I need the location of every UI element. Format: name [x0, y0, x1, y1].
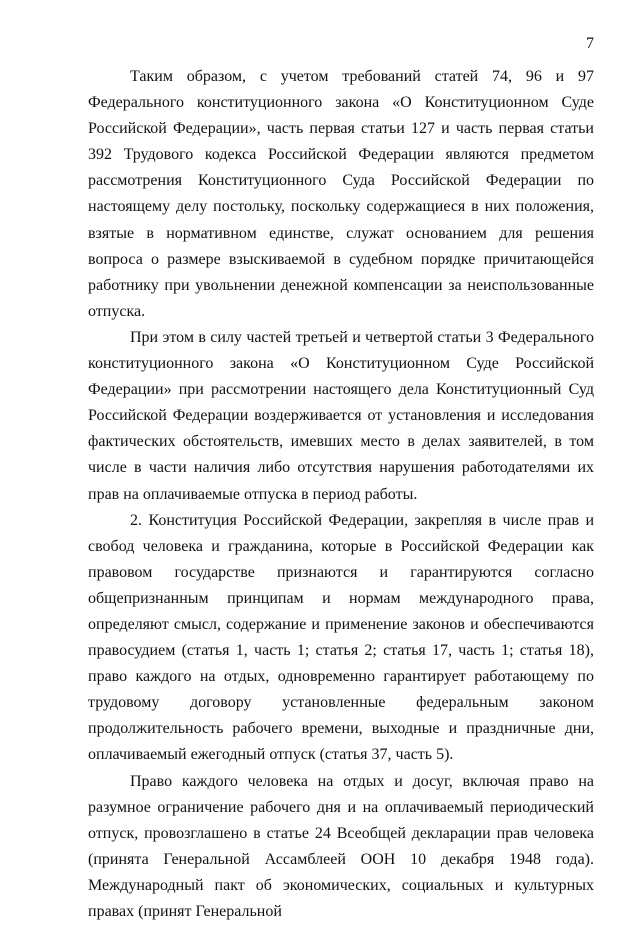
paragraph-2: При этом в силу частей третьей и четвертой статьи 3 Федерального конституционного закона «О Конституционном Суде Российской Федерации» при рассмотрении настоящего дела Конституционный Суд Российской Федерации воздерживается от установления и исследования фактических обстоятельств, имевших место в делах заявителей, в том числе в части наличия либо отсутствия нарушения работодателями их прав на оплачиваемые отпуска в период работы.: [88, 328, 594, 503]
paragraph-3: 2. Конституция Российской Федерации, закрепляя в числе прав и свобод человека и гражданина, которые в Российской Федерации как правовом государстве признаются и гарантируются согласно общепризнанным принципам и нормам международного права, определяют смысл, содержание и применение законов и обеспечиваются правосудием (статья 1, часть 1; статья 2; статья 17, часть 1; статья 18), право каждого на отдых, одновременно гарантирует работающему по трудовому договору установленные федеральным законом продолжительность рабочего времени, выходные и праздничные дни, оплачиваемый ежегодный отпуск (статья 37, часть 5).: [88, 511, 594, 764]
paragraph-1: Таким образом, с учетом требований статей 74, 96 и 97 Федерального конституционного закона «О Конституционном Суде Российской Федерации», часть первая статьи 127 и часть первая статьи 392 Трудового кодекса Российской Федерации являются предметом рассмотрения Конституционного Суда Российской Федерации по настоящему делу постольку, поскольку содержащиеся в них положения, взятые в нормативном единстве, служат основанием для решения вопроса о размере взыскиваемой в судебном порядке причитающейся работнику при увольнении денежной компенсации за неиспользованные отпуска.: [88, 68, 594, 320]
page-number: 7: [586, 35, 594, 52]
document-body: [88, 64, 594, 925]
paragraph-4: Право каждого человека на отдых и досуг, включая право на разумное ограничение рабочего дня и на оплачиваемый периодический отпуск, провозглашено в статье 24 Всеобщей декларации прав человека (принята Генеральной Ассамблеей ООН 10 декабря 1948 года). Международный пакт об экономических, социальных и культурных правах (принят Генеральной: [88, 772, 594, 920]
